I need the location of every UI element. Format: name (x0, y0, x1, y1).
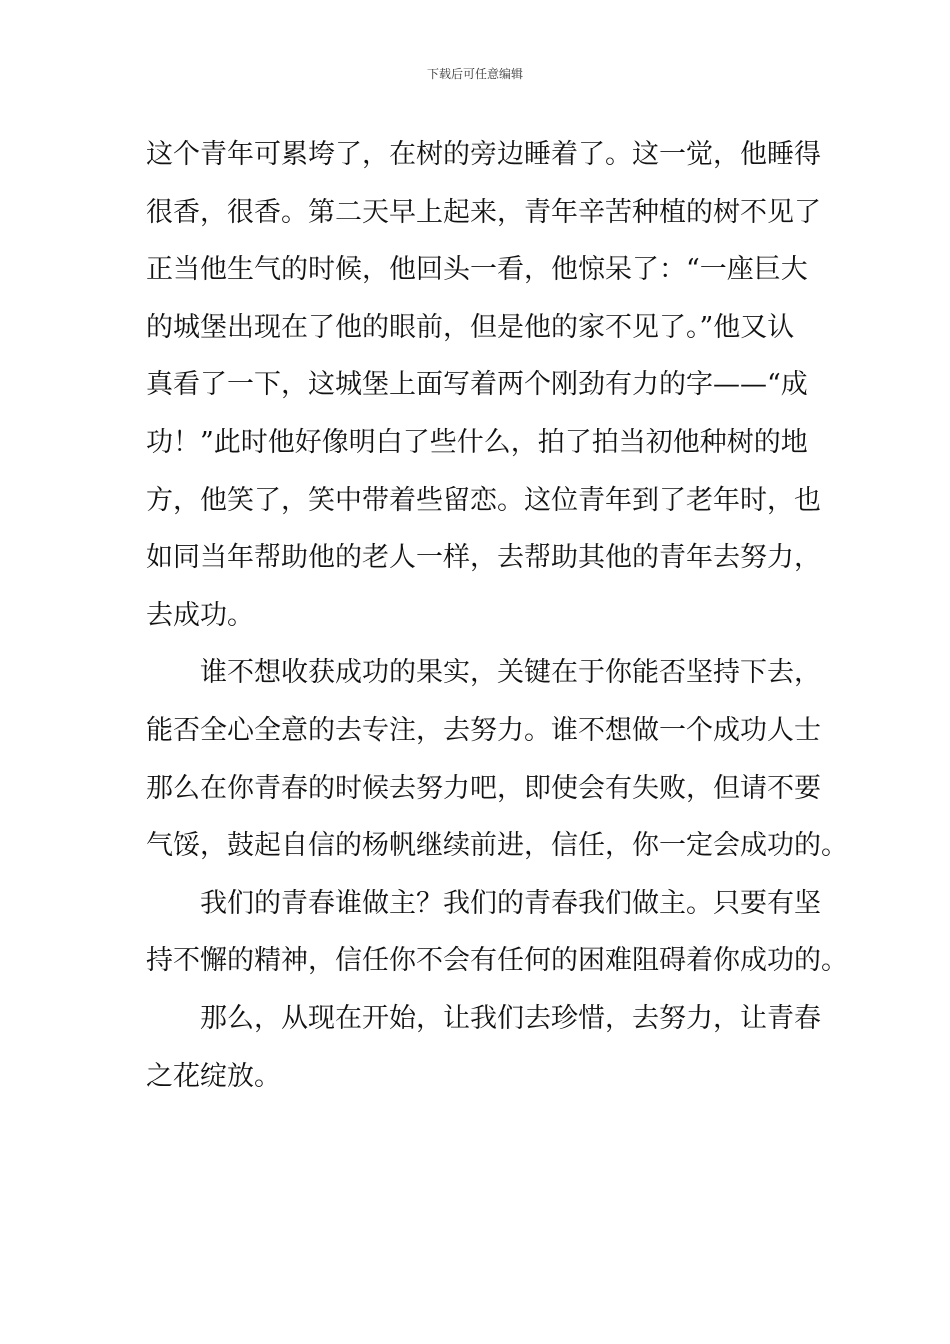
paragraph-first-line: 我们的青春谁做主？我们的青春我们做主。只要有坚 (200, 887, 821, 919)
text-line: 很香，很香。第二天早上起来，青年辛苦种植的树不见了 (146, 196, 821, 228)
text-line: 正当他生气的时候，他回头一看，他惊呆了：“一座巨大 (146, 254, 808, 286)
text-line: 这个青年可累垮了，在树的旁边睡着了。这一觉，他睡得 (146, 139, 821, 170)
text-line: 去成功。 (146, 599, 254, 631)
text-line: 能否全心全意的去专注，去努力。谁不想做一个成功人士 (146, 714, 821, 746)
paragraph-first-line: 那么，从现在开始，让我们去珍惜，去努力，让青春 (200, 1002, 821, 1034)
paragraph-first-line: 谁不想收获成功的果实，关键在于你能否坚持下去， (200, 657, 821, 689)
text-line: 功！”此时他好像明白了些什么，拍了拍当初他种树的地 (146, 426, 808, 458)
text-line: 如同当年帮助他的老人一样，去帮助其他的青年去努力， (146, 542, 821, 574)
text-line: 方，他笑了，笑中带着些留恋。这位青年到了老年时，也 (146, 484, 821, 516)
page-header: 下载后可任意编辑 (426, 67, 523, 81)
document-body (146, 126, 848, 1105)
text-line: 的城堡出现在了他的眼前，但是他的家不见了。”他又认 (146, 311, 795, 343)
text-line: 真看了一下，这城堡上面写着两个刚劲有力的字——“成 (146, 369, 808, 401)
text-line: 气馁，鼓起自信的杨帆继续前进，信任，你一定会成功的。 (146, 830, 848, 862)
text-line: 之花绽放。 (146, 1060, 281, 1092)
text-line: 那么在你青春的时候去努力吧，即使会有失败，但请不要 (146, 772, 821, 804)
text-line: 持不懈的精神，信任你不会有任何的困难阻碍着你成功的。 (146, 945, 848, 977)
